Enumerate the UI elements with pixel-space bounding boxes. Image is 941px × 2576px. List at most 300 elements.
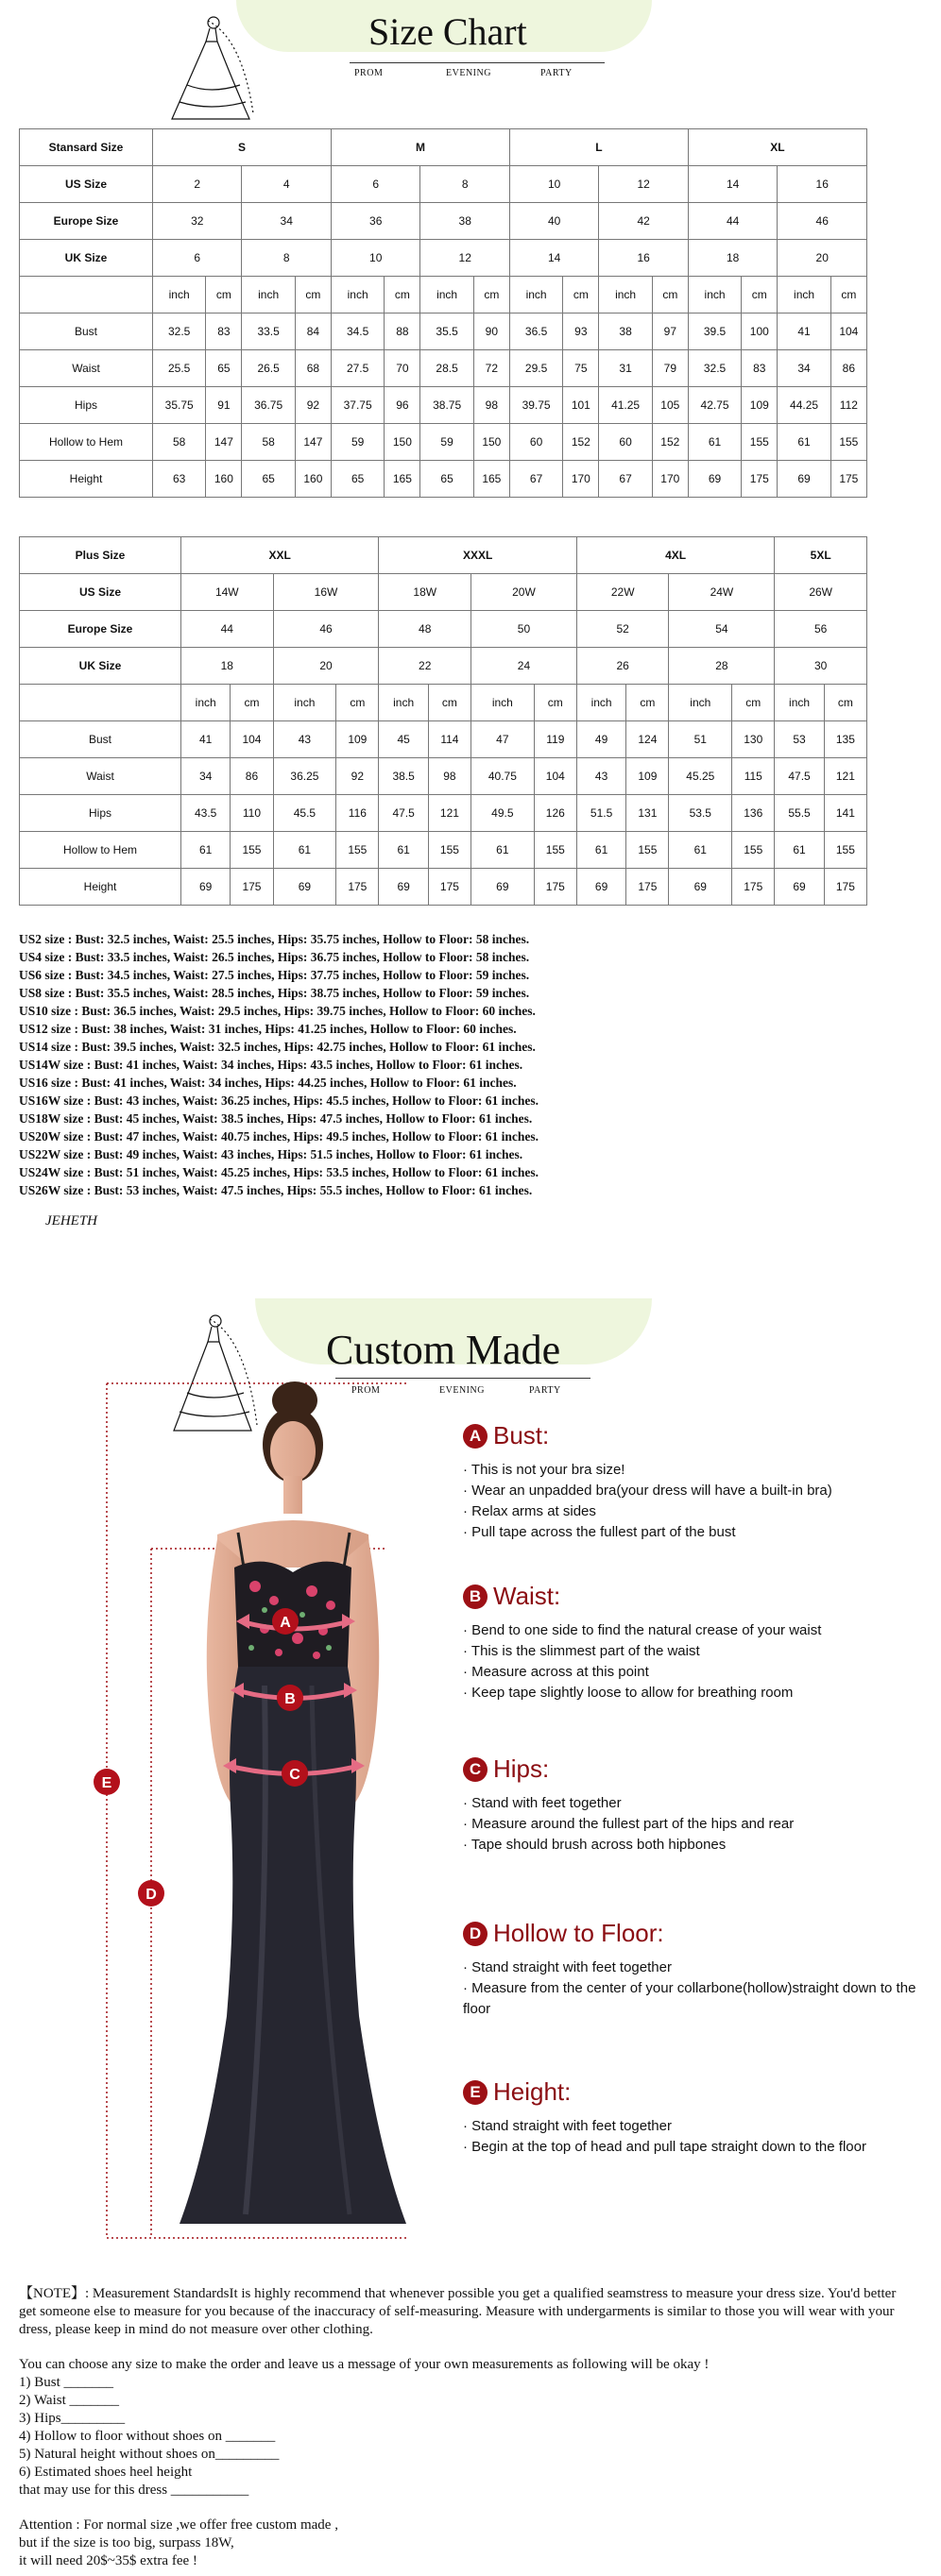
row-label: Europe Size — [20, 203, 153, 240]
table-cell: 61 — [471, 832, 535, 869]
unit-cell: inch — [775, 685, 824, 721]
instruction-item: · Relax arms at sides — [463, 1501, 832, 1522]
letter-badge: D — [463, 1922, 488, 1946]
table-row — [20, 314, 867, 350]
label-c-text: C — [289, 1767, 300, 1783]
unit-cell: cm — [385, 277, 420, 314]
table-cell: 65 — [331, 461, 384, 498]
label-a — [272, 1608, 299, 1635]
measurement-form-list — [19, 2374, 916, 2500]
banner-sub-prom: PROM — [351, 1385, 381, 1396]
table-cell: 53 — [775, 721, 824, 758]
table-cell: 175 — [428, 869, 470, 906]
table-cell: 175 — [824, 869, 866, 906]
table-cell: 61 — [273, 832, 336, 869]
unit-cell: inch — [181, 685, 231, 721]
form-line: 5) Natural height without shoes on_________ — [19, 2447, 280, 2462]
table-cell: 48 — [379, 611, 471, 648]
table-head-cell: XXL — [181, 537, 379, 574]
unit-cell: cm — [336, 685, 379, 721]
bride-illustration — [159, 9, 263, 123]
table-cell: 121 — [824, 758, 866, 795]
form-line: that may use for this dress ___________ — [19, 2483, 249, 2498]
table-cell: 14 — [509, 240, 598, 277]
table-cell: 155 — [830, 424, 866, 461]
letter-badge: C — [463, 1757, 488, 1782]
table-cell: 59 — [420, 424, 473, 461]
title-underline — [350, 62, 605, 63]
size-line: US24W size : Bust: 51 inches, Waist: 45.25 inches, Hips: 53.5 inches, Hollow to Floor: 61 inches. — [19, 1165, 539, 1179]
table-cell: 86 — [231, 758, 273, 795]
measurement-title: Hollow to Floor: — [493, 1919, 664, 1947]
table-row — [20, 869, 867, 906]
table-row — [20, 611, 867, 648]
table-cell: 131 — [626, 795, 669, 832]
table-row — [20, 240, 867, 277]
table-cell: 20 — [273, 648, 379, 685]
table-cell: 152 — [652, 424, 688, 461]
row-label: Europe Size — [20, 611, 181, 648]
table-cell: 22W — [576, 574, 669, 611]
unit-cell: inch — [331, 277, 384, 314]
table-cell: 136 — [732, 795, 775, 832]
label-d — [138, 1880, 164, 1907]
table-cell: 50 — [471, 611, 577, 648]
table-head-cell: 5XL — [775, 537, 867, 574]
measurement-heading — [463, 1582, 821, 1611]
table-cell: 8 — [420, 166, 509, 203]
table-cell: 49 — [576, 721, 625, 758]
table-cell: 175 — [336, 869, 379, 906]
instruction-item: · This is the slimmest part of the waist — [463, 1641, 821, 1662]
measurement-block-waist — [463, 1582, 821, 1703]
table-cell: 59 — [331, 424, 384, 461]
instruction-item: · Wear an unpadded bra(your dress will have a built-in bra) — [463, 1481, 832, 1501]
table-cell: 45.5 — [273, 795, 336, 832]
table-cell: 115 — [732, 758, 775, 795]
table-cell: 61 — [576, 832, 625, 869]
table-cell: 39.75 — [509, 387, 562, 424]
row-label: Hips — [20, 387, 153, 424]
table-cell: 79 — [652, 350, 688, 387]
table-cell: 56 — [775, 611, 867, 648]
attention-line: but if the size is too big, surpass 18W, — [19, 2535, 234, 2551]
table-head-cell: S — [153, 129, 332, 166]
banner-sub-evening: EVENING — [439, 1385, 485, 1396]
table-cell: 34 — [778, 350, 830, 387]
table-cell: 70 — [385, 350, 420, 387]
table-cell: 75 — [563, 350, 599, 387]
instruction-list — [463, 1957, 941, 2020]
note-paragraph: You can choose any size to make the order and leave us a message of your own measurements as following will be okay ! — [19, 2357, 710, 2372]
table-cell: 104 — [830, 314, 866, 350]
instruction-item: · Keep tape slightly loose to allow for breathing room — [463, 1683, 821, 1703]
table-cell: 69 — [576, 869, 625, 906]
table-head-cell: M — [331, 129, 509, 166]
table-row — [20, 203, 867, 240]
table-cell: 20 — [778, 240, 867, 277]
banner-sub-party: PARTY — [540, 68, 573, 78]
instruction-item: · This is not your bra size! — [463, 1460, 832, 1481]
row-label: Hips — [20, 795, 181, 832]
table-cell: 10 — [509, 166, 598, 203]
banner-sub-prom: PROM — [354, 68, 384, 78]
form-line: 2) Waist _______ — [19, 2393, 120, 2408]
table-cell: 69 — [775, 869, 824, 906]
table-cell: 165 — [473, 461, 509, 498]
table-cell: 119 — [534, 721, 576, 758]
table-cell: 46 — [778, 203, 867, 240]
table-cell: 121 — [428, 795, 470, 832]
form-line: 4) Hollow to floor without shoes on _______ — [19, 2429, 276, 2444]
table-cell: 175 — [231, 869, 273, 906]
table-cell: 39.5 — [688, 314, 741, 350]
table-cell: 109 — [742, 387, 778, 424]
unit-cell: cm — [206, 277, 242, 314]
table-head-cell: XXXL — [379, 537, 576, 574]
table-cell: 33.5 — [242, 314, 295, 350]
unit-cell: cm — [295, 277, 331, 314]
table-cell: 155 — [336, 832, 379, 869]
table-cell: 43.5 — [181, 795, 231, 832]
unit-cell: cm — [563, 277, 599, 314]
table-cell: 51 — [669, 721, 732, 758]
measurement-title: Waist: — [493, 1582, 561, 1610]
instruction-item: · Measure across at this point — [463, 1662, 821, 1683]
custom-made-title: Custom Made — [326, 1327, 561, 1373]
measurement-block-hollowtofloor — [463, 1919, 941, 2020]
table-cell: 114 — [428, 721, 470, 758]
size-line: US6 size : Bust: 34.5 inches, Waist: 27.5 inches, Hips: 37.75 inches, Hollow to Floor: 59 inches. — [19, 968, 530, 982]
table-cell: 35.75 — [153, 387, 206, 424]
table-row — [20, 795, 867, 832]
table-cell: 40 — [509, 203, 598, 240]
table-head-cell: 4XL — [576, 537, 774, 574]
measurement-heading — [463, 1754, 794, 1784]
table-cell: 147 — [295, 424, 331, 461]
table-cell: 65 — [242, 461, 295, 498]
row-label: Bust — [20, 314, 153, 350]
table-cell: 58 — [153, 424, 206, 461]
table-cell: 69 — [273, 869, 336, 906]
table-cell: 60 — [509, 424, 562, 461]
table-cell: 32 — [153, 203, 242, 240]
table-cell: 36 — [331, 203, 419, 240]
table-row — [20, 721, 867, 758]
table-cell: 175 — [626, 869, 669, 906]
row-label: UK Size — [20, 240, 153, 277]
table-cell: 69 — [471, 869, 535, 906]
table-cell: 90 — [473, 314, 509, 350]
table-cell: 41.25 — [599, 387, 652, 424]
table-head-cell: Stansard Size — [20, 129, 153, 166]
row-label: UK Size — [20, 648, 181, 685]
table-cell: 43 — [576, 758, 625, 795]
table-cell: 150 — [473, 424, 509, 461]
table-row — [20, 461, 867, 498]
table-cell: 61 — [379, 832, 428, 869]
form-line: 1) Bust _______ — [19, 2375, 114, 2390]
unit-cell: inch — [509, 277, 562, 314]
table-cell: 68 — [295, 350, 331, 387]
table-cell: 101 — [563, 387, 599, 424]
table-cell: 42 — [599, 203, 688, 240]
table-cell: 175 — [742, 461, 778, 498]
unit-cell: cm — [626, 685, 669, 721]
table-cell: 69 — [688, 461, 741, 498]
table-cell: 30 — [775, 648, 867, 685]
measurement-title: Height: — [493, 2077, 572, 2106]
table-cell: 2 — [153, 166, 242, 203]
label-c — [282, 1760, 308, 1787]
table-cell: 155 — [626, 832, 669, 869]
letter-badge: B — [463, 1585, 488, 1609]
table-cell: 67 — [509, 461, 562, 498]
table-cell: 38 — [420, 203, 509, 240]
table-cell: 49.5 — [471, 795, 535, 832]
instruction-list — [463, 2116, 866, 2158]
table-cell: 58 — [242, 424, 295, 461]
note-section — [19, 2285, 916, 2570]
unit-cell: inch — [576, 685, 625, 721]
unit-cell: cm — [742, 277, 778, 314]
table-cell: 170 — [563, 461, 599, 498]
table-cell: 27.5 — [331, 350, 384, 387]
instruction-item: · Measure around the fullest part of the hips and rear — [463, 1814, 794, 1835]
measurement-heading — [463, 2077, 866, 2107]
size-line: US26W size : Bust: 53 inches, Waist: 47.5 inches, Hips: 55.5 inches, Hollow to Floor: 61 inches. — [19, 1183, 533, 1197]
table-cell: 91 — [206, 387, 242, 424]
table-cell: 41 — [778, 314, 830, 350]
table-cell: 26W — [775, 574, 867, 611]
table-cell: 152 — [563, 424, 599, 461]
table-cell: 109 — [336, 721, 379, 758]
table-cell: 83 — [742, 350, 778, 387]
label-b — [277, 1685, 303, 1711]
row-label: US Size — [20, 166, 153, 203]
table-cell: 6 — [331, 166, 419, 203]
letter-badge: A — [463, 1424, 488, 1449]
unit-cell: inch — [153, 277, 206, 314]
size-line: US18W size : Bust: 45 inches, Waist: 38.5 inches, Hips: 47.5 inches, Hollow to Floor: 61 inches. — [19, 1111, 533, 1126]
table-cell: 124 — [626, 721, 669, 758]
table-cell: 24 — [471, 648, 577, 685]
letter-badge: E — [463, 2080, 488, 2105]
table-cell: 141 — [824, 795, 866, 832]
table-cell: 18 — [688, 240, 777, 277]
table-cell: 14W — [181, 574, 274, 611]
table-cell: 72 — [473, 350, 509, 387]
table-cell: 92 — [295, 387, 331, 424]
measurement-heading — [463, 1919, 941, 1948]
attention-line: Attention : For normal size ,we offer free custom made , — [19, 2517, 338, 2533]
table-cell: 38.5 — [379, 758, 428, 795]
unit-cell: cm — [231, 685, 273, 721]
instruction-item: · Measure from the center of your collarbone(hollow)straight down to the floor — [463, 1978, 941, 2020]
table-head-cell: L — [509, 129, 688, 166]
table-cell: 47 — [471, 721, 535, 758]
table-cell: 10 — [331, 240, 419, 277]
table-header-row — [20, 537, 867, 574]
table-cell: 155 — [732, 832, 775, 869]
table-cell: 46 — [273, 611, 379, 648]
table-cell: 69 — [778, 461, 830, 498]
size-line: US12 size : Bust: 38 inches, Waist: 31 inches, Hips: 41.25 inches, Hollow to Floor: 60 inches. — [19, 1022, 517, 1036]
unit-cell: cm — [428, 685, 470, 721]
size-line: US4 size : Bust: 33.5 inches, Waist: 26.5 inches, Hips: 36.75 inches, Hollow to Floor: 58 inches. — [19, 950, 530, 964]
table-cell: 135 — [824, 721, 866, 758]
table-cell: 67 — [599, 461, 652, 498]
table-header-row — [20, 129, 867, 166]
table-head-cell: XL — [688, 129, 866, 166]
row-label: Hollow to Hem — [20, 424, 153, 461]
table-cell: 104 — [231, 721, 273, 758]
table-cell: 155 — [824, 832, 866, 869]
unit-cell: inch — [688, 277, 741, 314]
unit-cell: cm — [652, 277, 688, 314]
table-cell: 65 — [206, 350, 242, 387]
table-cell: 34 — [242, 203, 331, 240]
table-cell: 126 — [534, 795, 576, 832]
row-label: Hollow to Hem — [20, 832, 181, 869]
size-detail-lines — [19, 930, 539, 1199]
table-cell: 18W — [379, 574, 471, 611]
table-row — [20, 574, 867, 611]
label-a-text: A — [280, 1615, 291, 1631]
unit-cell: inch — [669, 685, 732, 721]
table-cell: 12 — [420, 240, 509, 277]
attention-line: it will need 20$~35$ extra fee ! — [19, 2553, 197, 2568]
size-line: US22W size : Bust: 49 inches, Waist: 43 inches, Hips: 51.5 inches, Hollow to Floor: 61 inches. — [19, 1147, 523, 1161]
table-cell: 109 — [626, 758, 669, 795]
row-label: Height — [20, 869, 181, 906]
table-cell: 97 — [652, 314, 688, 350]
table-cell: 18 — [181, 648, 274, 685]
table-cell: 22 — [379, 648, 471, 685]
table-cell: 34.5 — [331, 314, 384, 350]
table-row — [20, 350, 867, 387]
table-cell: 69 — [379, 869, 428, 906]
table-cell: 61 — [775, 832, 824, 869]
table-cell: 175 — [732, 869, 775, 906]
unit-cell: inch — [420, 277, 473, 314]
banner-sub-party: PARTY — [529, 1385, 561, 1396]
table-cell: 175 — [830, 461, 866, 498]
table-cell: 20W — [471, 574, 577, 611]
table-cell: 61 — [778, 424, 830, 461]
label-b-text: B — [284, 1691, 296, 1707]
table-cell: 155 — [742, 424, 778, 461]
table-cell: 53.5 — [669, 795, 732, 832]
table-cell: 40.75 — [471, 758, 535, 795]
unit-cell: cm — [824, 685, 866, 721]
table-row — [20, 166, 867, 203]
table-row — [20, 387, 867, 424]
row-label: US Size — [20, 574, 181, 611]
table-cell: 52 — [576, 611, 669, 648]
table-cell: 29.5 — [509, 350, 562, 387]
size-chart-banner — [0, 0, 941, 104]
table-cell: 83 — [206, 314, 242, 350]
table-cell: 65 — [420, 461, 473, 498]
label-d-text: D — [145, 1887, 157, 1903]
instruction-item: · Stand straight with feet together — [463, 1957, 941, 1978]
unit-row — [20, 277, 867, 314]
table-cell: 147 — [206, 424, 242, 461]
row-label: Height — [20, 461, 153, 498]
form-line: 6) Estimated shoes heel height — [19, 2465, 193, 2480]
instruction-item: · Begin at the top of head and pull tape straight down to the floor — [463, 2137, 866, 2158]
table-cell: 155 — [534, 832, 576, 869]
table-cell: 165 — [385, 461, 420, 498]
size-line: US14 size : Bust: 39.5 inches, Waist: 32.5 inches, Hips: 42.75 inches, Hollow to Floor: 61 inches. — [19, 1040, 536, 1054]
size-line: US14W size : Bust: 41 inches, Waist: 34 inches, Hips: 43.5 inches, Hollow to Floor: 61 inches. — [19, 1058, 523, 1072]
table-cell: 86 — [830, 350, 866, 387]
unit-cell: inch — [242, 277, 295, 314]
size-line: US16 size : Bust: 41 inches, Waist: 34 inches, Hips: 44.25 inches, Hollow to Floor: 61 inches. — [19, 1076, 517, 1090]
table-cell: 47.5 — [775, 758, 824, 795]
table-cell: 26.5 — [242, 350, 295, 387]
table-cell: 105 — [652, 387, 688, 424]
size-line: US8 size : Bust: 35.5 inches, Waist: 28.5 inches, Hips: 38.75 inches, Hollow to Floor: 59 inches. — [19, 986, 530, 1000]
row-label: Waist — [20, 350, 153, 387]
table-cell: 69 — [181, 869, 231, 906]
table-cell: 92 — [336, 758, 379, 795]
table-cell: 150 — [385, 424, 420, 461]
measurement-block-hips — [463, 1754, 794, 1856]
table-cell: 47.5 — [379, 795, 428, 832]
table-cell: 36.75 — [242, 387, 295, 424]
unit-cell: inch — [599, 277, 652, 314]
table-cell: 14 — [688, 166, 777, 203]
table-cell: 88 — [385, 314, 420, 350]
instruction-item: · Pull tape across the fullest part of the bust — [463, 1522, 832, 1543]
table-cell: 110 — [231, 795, 273, 832]
standard-size-table — [19, 128, 867, 498]
label-e — [94, 1769, 120, 1795]
brand-name: JEHETH — [45, 1213, 97, 1229]
table-cell: 170 — [652, 461, 688, 498]
banner-sub-evening: EVENING — [446, 68, 491, 78]
table-cell: 24W — [669, 574, 775, 611]
table-cell: 45.25 — [669, 758, 732, 795]
table-cell: 41 — [181, 721, 231, 758]
table-cell: 4 — [242, 166, 331, 203]
table-cell: 25.5 — [153, 350, 206, 387]
table-cell: 55.5 — [775, 795, 824, 832]
table-cell: 104 — [534, 758, 576, 795]
table-cell: 36.25 — [273, 758, 336, 795]
unit-cell: inch — [778, 277, 830, 314]
unit-cell: cm — [534, 685, 576, 721]
table-cell: 16 — [599, 240, 688, 277]
table-cell: 54 — [669, 611, 775, 648]
table-cell: 155 — [428, 832, 470, 869]
table-cell: 61 — [669, 832, 732, 869]
instruction-list — [463, 1460, 832, 1543]
measurement-figure — [76, 1374, 453, 2247]
measurement-block-bust — [463, 1421, 832, 1543]
unit-cell: cm — [830, 277, 866, 314]
table-cell: 16W — [273, 574, 379, 611]
table-cell: 8 — [242, 240, 331, 277]
table-cell: 155 — [231, 832, 273, 869]
size-chart-title: Size Chart — [368, 10, 527, 53]
row-label-empty — [20, 277, 153, 314]
size-line: US16W size : Bust: 43 inches, Waist: 36.25 inches, Hips: 45.5 inches, Hollow to Floor: 61 inches. — [19, 1093, 539, 1108]
unit-cell: inch — [379, 685, 428, 721]
table-cell: 63 — [153, 461, 206, 498]
